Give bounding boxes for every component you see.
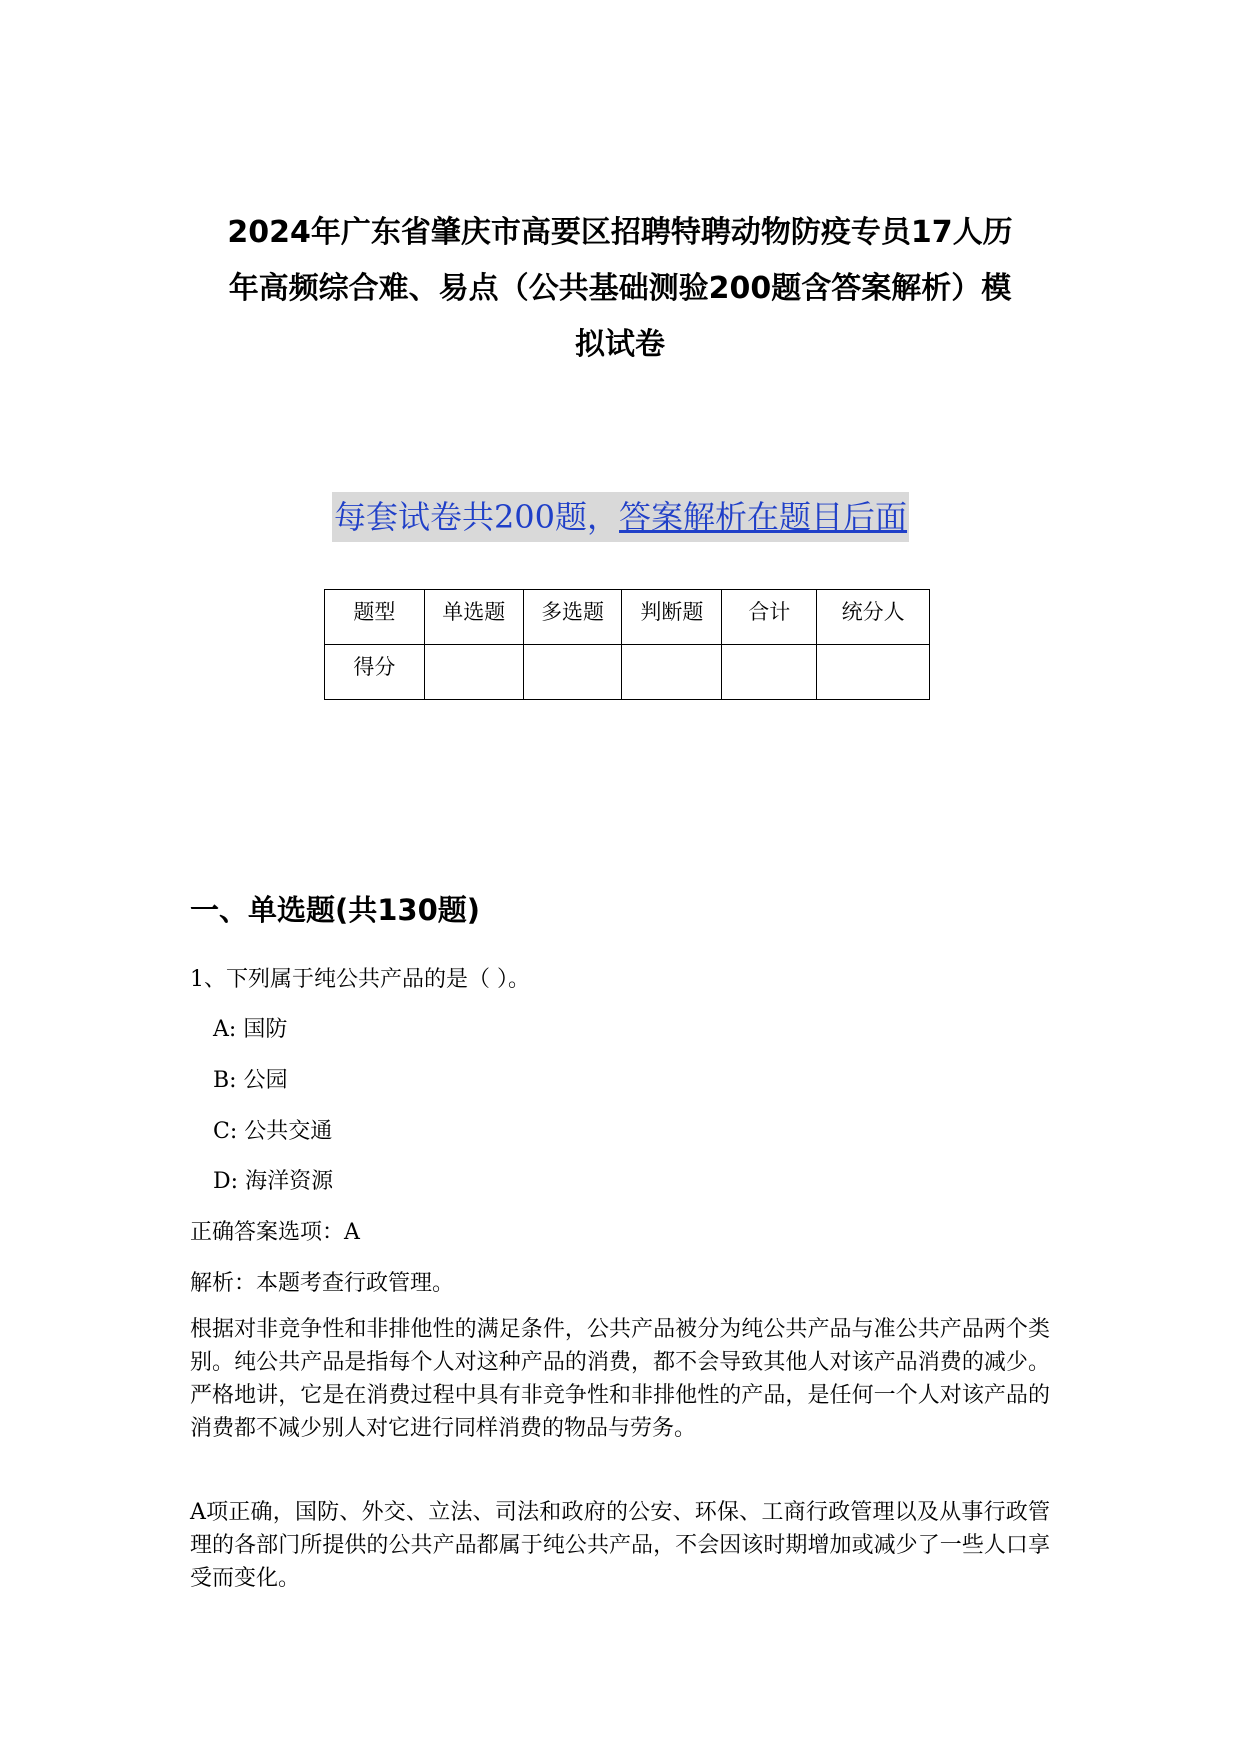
score-cell-multi bbox=[523, 645, 622, 700]
banner-text: 每套试卷共200题， bbox=[333, 498, 620, 536]
row-label-score: 得分 bbox=[325, 645, 425, 700]
banner-wrap bbox=[0, 492, 1241, 542]
option-b-text: 公园 bbox=[243, 1068, 288, 1093]
answer-location-link[interactable]: 答案解析在题目后面 bbox=[619, 498, 908, 536]
option-c-text: 公共交通 bbox=[244, 1119, 333, 1144]
score-table-score-row bbox=[325, 645, 930, 700]
option-d-text: 海洋资源 bbox=[245, 1169, 334, 1194]
score-table bbox=[324, 589, 930, 700]
analysis-intro: 解析：本题考查行政管理。 bbox=[190, 1271, 455, 1296]
score-cell-single bbox=[424, 645, 523, 700]
option-a-key: A: bbox=[213, 1017, 237, 1042]
header-cell-judge: 判断题 bbox=[622, 590, 722, 645]
score-cell-scorer bbox=[817, 645, 930, 700]
correct-answer: 正确答案选项：A bbox=[190, 1220, 360, 1245]
score-cell-judge bbox=[622, 645, 722, 700]
score-cell-total bbox=[722, 645, 817, 700]
option-a-text: 国防 bbox=[243, 1017, 288, 1042]
header-cell-total: 合计 bbox=[722, 590, 817, 645]
option-c bbox=[213, 1114, 332, 1145]
highlight-banner bbox=[332, 492, 909, 542]
option-a bbox=[213, 1012, 287, 1043]
option-d bbox=[213, 1164, 333, 1195]
score-table-header-row bbox=[325, 590, 930, 645]
option-c-key: C: bbox=[213, 1119, 238, 1144]
question-text: 1、下列属于纯公共产品的是（ ）。 bbox=[190, 967, 530, 992]
header-cell-scorer: 统分人 bbox=[817, 590, 930, 645]
header-cell-single: 单选题 bbox=[424, 590, 523, 645]
title-line-1: 2024年广东省肇庆市高要区招聘特聘动物防疫专员17人历 bbox=[227, 215, 1013, 250]
analysis-paragraph-1: 根据对非竞争性和非排他性的满足条件，公共产品被分为纯公共产品与准公共产品两个类别。纯公共产品是指每个人对这种产品的消费，都不会导致其他人对该产品消费的减少。严格地讲，它是在消费过程中具有非竞争性和非排他性的产品，是任何一个人对该产品的消费都不减少别人对它进行同样消费的物品与劳务。 bbox=[190, 1317, 1050, 1441]
document-title bbox=[180, 205, 1060, 373]
option-b-key: B: bbox=[213, 1068, 237, 1093]
header-cell-multi: 多选题 bbox=[523, 590, 622, 645]
header-cell-type: 题型 bbox=[325, 590, 425, 645]
title-line-3: 拟试卷 bbox=[575, 327, 665, 362]
section-heading: 一、单选题(共130题) bbox=[190, 893, 481, 927]
option-b bbox=[213, 1063, 288, 1094]
option-d-key: D: bbox=[213, 1169, 239, 1194]
title-line-2: 年高频综合难、易点（公共基础测验200题含答案解析）模 bbox=[228, 271, 1012, 306]
analysis-paragraph-2: A项正确，国防、外交、立法、司法和政府的公安、环保、工商行政管理以及从事行政管理的各部门所提供的公共产品都属于纯公共产品，不会因该时期增加或减少了一些人口享受而变化。 bbox=[190, 1500, 1050, 1591]
